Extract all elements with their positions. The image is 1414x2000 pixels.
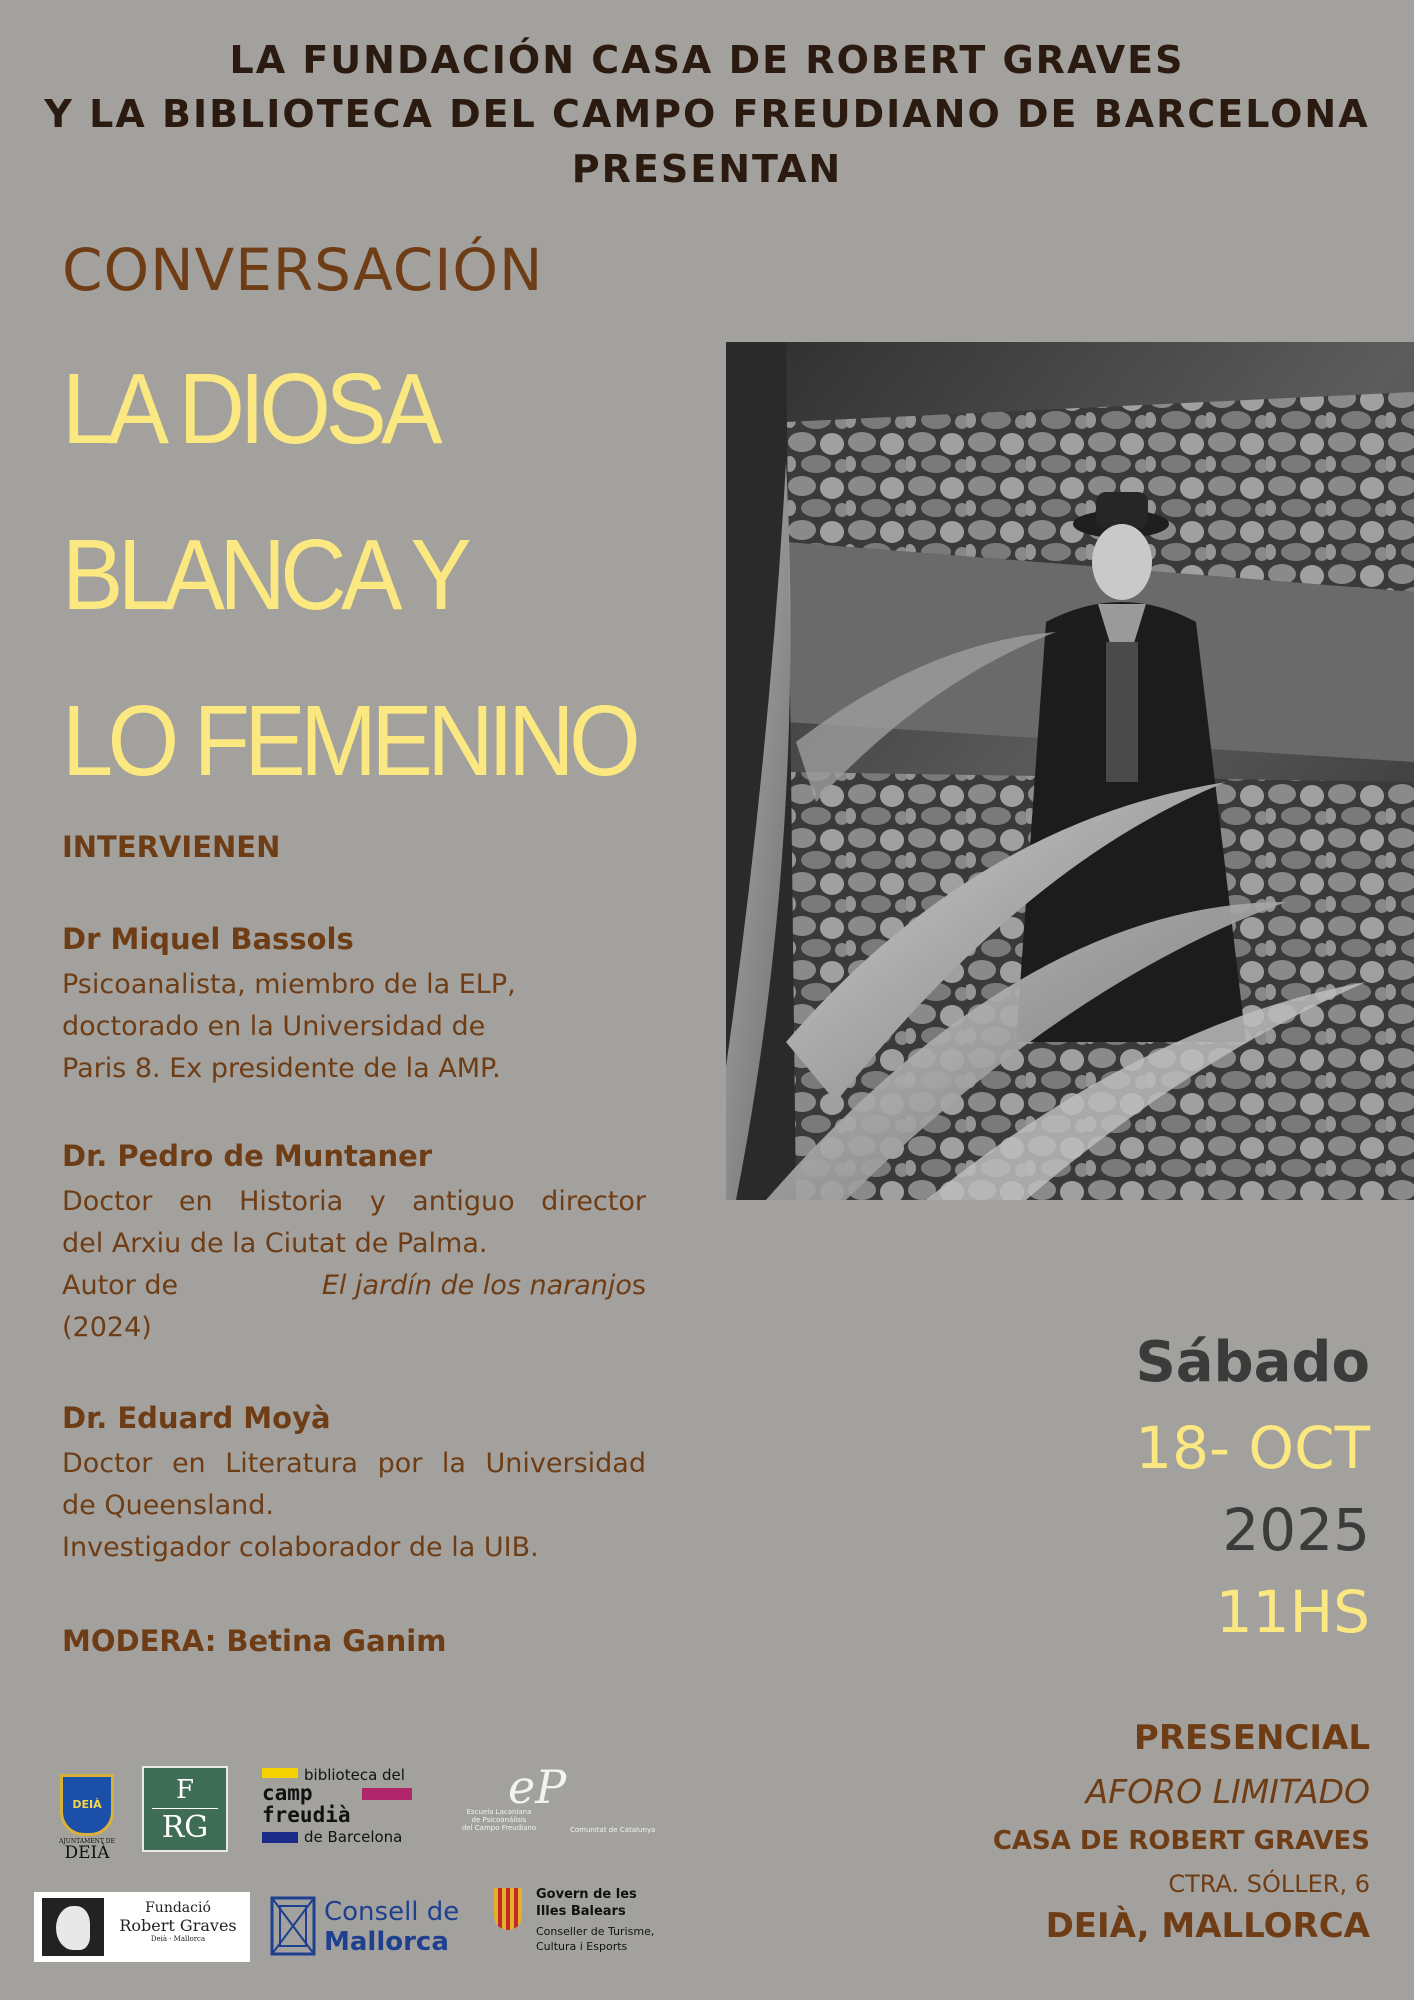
header-line-3: PRESENTAN: [571, 147, 843, 191]
speaker-3-name: Dr. Eduard Moyà: [62, 1401, 331, 1435]
speaker-2-book-line: Autor de El jardín de los naranjos: [62, 1270, 646, 1301]
logo-elp: eP Escuela Lacaniana de Psicoanálisis del Campo Freudiano Comunitat de Catalunya: [461, 1760, 656, 1834]
event-venue: CASA DE ROBERT GRAVES: [992, 1826, 1370, 1856]
title-line-2: BLANCA Y: [62, 519, 467, 631]
speaker-3-bio: Doctor en Literatura por la Universidad de Queensland. Investigador colaborador de la UIB.: [62, 1448, 646, 1563]
elp-mark-icon: eP: [508, 1760, 567, 1814]
speakers-label: INTERVIENEN: [62, 830, 281, 864]
speaker-1-bio: Psicoanalista, miembro de la ELP, doctorado en la Universidad de Paris 8. Ex presidente de la AMP.: [62, 969, 516, 1084]
book-title: El jardín de los naranjo: [321, 1270, 632, 1301]
logo-govern-illes-balears: Govern de les Illes Balears Conseller de Turisme, Cultura i Esports: [494, 1886, 684, 1966]
event-year: 2025: [1222, 1496, 1370, 1564]
event-time: 11HS: [1215, 1578, 1370, 1646]
event-day: Sábado: [1135, 1330, 1370, 1395]
logo-fundacio-robert-graves: Fundació Robert Graves Deià · Mallorca: [34, 1892, 250, 1962]
logo-biblioteca: biblioteca del camp freudià de Barcelona: [260, 1766, 420, 1852]
title-line-1: LA DIOSA: [62, 353, 438, 465]
magenta-bar: [362, 1788, 412, 1800]
event-capacity: AFORO LIMITADO: [1085, 1772, 1370, 1811]
speaker-1-name: Dr Miquel Bassols: [62, 922, 354, 956]
logo-deia: DEIÀ AJUNTAMENT DE DEIÀ: [54, 1774, 120, 1870]
speakers-2-name: Dr. Pedro de Muntaner: [62, 1139, 433, 1173]
header-line-2: Y LA BIBLIOTECA DEL CAMPO FREUDIANO DE BARCELONA: [44, 92, 1370, 136]
logo-consell-mallorca: Consell de Mallorca: [268, 1890, 468, 1966]
kicker-conversacion: CONVERSACIÓN: [62, 236, 544, 304]
deia-shield-icon: DEIÀ: [60, 1774, 114, 1836]
consell-emblem-icon: [268, 1894, 318, 1958]
speaker-2-bio: Doctor en Historia y antiguo director del Arxiu de la Ciutat de Palma. Autor de El jardín de los naranjos (2024): [62, 1186, 646, 1343]
balears-shield-icon: [494, 1888, 522, 1930]
moderator: MODERA: Betina Ganim: [62, 1624, 447, 1658]
portrait-photo: [726, 342, 1414, 1200]
event-city: DEIÀ, MALLORCA: [1045, 1906, 1370, 1946]
event-date: 18- OCT: [1135, 1414, 1370, 1482]
event-address: CTRA. SÓLLER, 6: [1168, 1870, 1370, 1898]
graves-profile-icon: [42, 1898, 104, 1956]
logo-frg: F RG: [142, 1766, 228, 1852]
yellow-bar: [262, 1768, 298, 1778]
title-line-3: LO FEMENINO: [62, 685, 636, 797]
header-line-1: LA FUNDACIÓN CASA DE ROBERT GRAVES: [229, 38, 1185, 82]
blue-bar: [262, 1832, 298, 1843]
event-mode: PRESENCIAL: [1133, 1718, 1370, 1758]
